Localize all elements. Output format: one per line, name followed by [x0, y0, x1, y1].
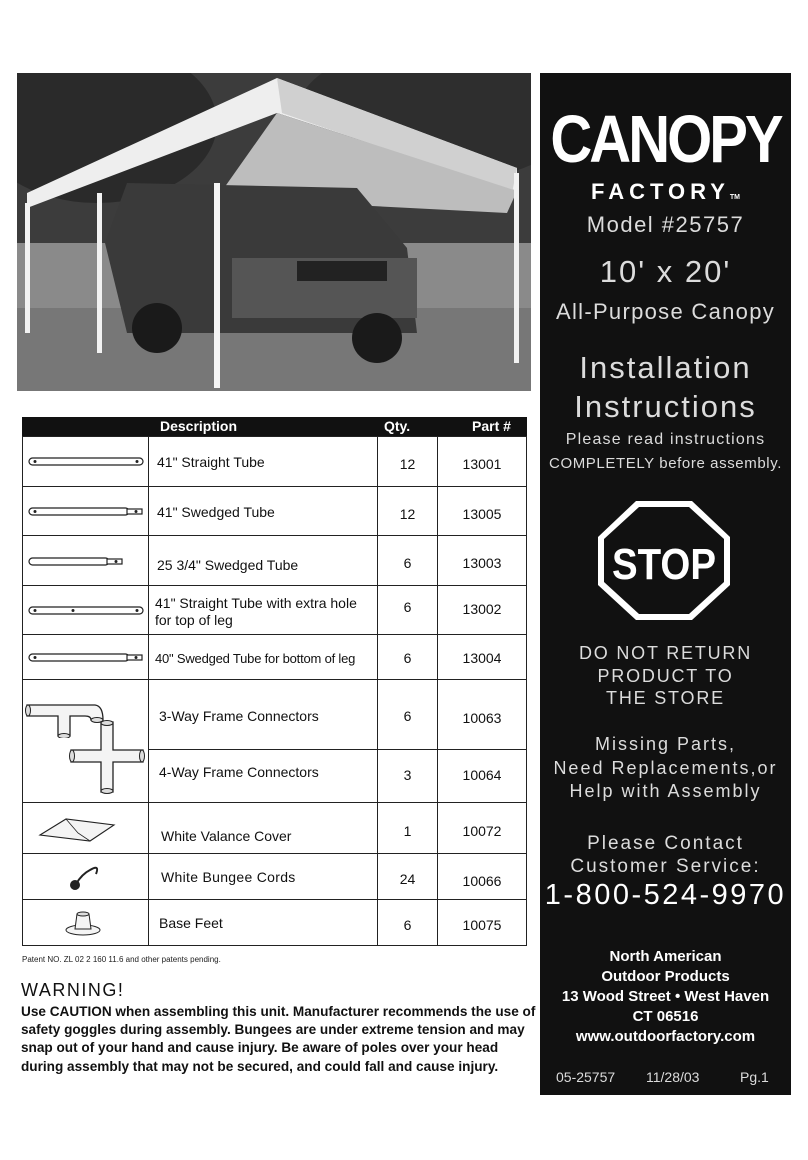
- document-date: 11/28/03: [646, 1069, 700, 1085]
- table-row-image: [22, 853, 149, 900]
- straight-tube-icon: [28, 457, 144, 467]
- table-row-image: [22, 899, 149, 946]
- part-cell: [437, 486, 527, 536]
- table-row-image: [22, 535, 149, 586]
- row-description-line1: 41" Straight Tube with extra hole: [155, 595, 357, 611]
- qty-cell: [377, 899, 438, 946]
- table-row: [148, 899, 378, 946]
- table-row-image: [22, 634, 149, 680]
- missing-line3: Help with Assembly: [569, 781, 762, 801]
- row-qty: 6: [403, 917, 412, 933]
- table-row: [148, 486, 378, 536]
- short-swedged-tube-icon: [28, 557, 128, 567]
- part-cell: [437, 436, 527, 487]
- table-row-image: [22, 486, 149, 536]
- table-row-image: [22, 802, 149, 854]
- part-cell: [437, 535, 527, 586]
- model-number: Model #25757: [586, 212, 745, 237]
- trademark: TM: [729, 194, 740, 201]
- row-part: 13001: [462, 456, 502, 472]
- part-cell: [437, 585, 527, 635]
- row-qty: 6: [403, 599, 412, 615]
- part-cell: [437, 634, 527, 680]
- patent-note: Patent NO. ZL 02 2 160 11.6 and other patents pending.: [22, 955, 221, 964]
- company-state: CT 06516: [632, 1008, 699, 1025]
- page-number: Pg.1: [740, 1069, 769, 1085]
- qty-cell: [377, 634, 438, 680]
- row-description: 41" Straight Tube: [157, 454, 265, 470]
- missing-line1: Missing Parts,: [594, 734, 737, 754]
- document-number: 05-25757: [556, 1069, 616, 1085]
- row-qty: 12: [399, 456, 416, 472]
- phone-number[interactable]: 1-800-524-9970: [544, 879, 787, 911]
- canopy-over-truck-photo: [17, 73, 531, 391]
- table-row-image: [22, 436, 149, 487]
- valance-cover-icon: [38, 815, 118, 843]
- table-row: [148, 749, 378, 803]
- warning-body: Use CAUTION when assembling this unit. Manufacturer recommends the use of safety goggles during assembly. Bungees are under extreme tension and may snap out of your hand and cause injury. Be aware of poles over your head during assembly that may not be secured, and could fall and cause injury.: [21, 1004, 536, 1074]
- canopy-size: 10' x 20': [599, 254, 732, 289]
- table-row: [148, 853, 378, 900]
- row-part: 10075: [462, 917, 502, 933]
- brand-logo: CANOPY: [550, 102, 781, 177]
- table-row: [148, 802, 378, 854]
- missing-line2: Need Replacements,or: [553, 758, 778, 778]
- stop-sign-icon: [596, 499, 732, 622]
- row-part: 13005: [462, 506, 502, 522]
- row-description: Base Feet: [159, 915, 223, 931]
- company-name-line2: Outdoor Products: [601, 968, 730, 985]
- row-qty: 3: [403, 767, 412, 783]
- brand-sub-text: FACTORY: [590, 179, 730, 204]
- row-qty: 6: [403, 650, 412, 666]
- company-street: 13 Wood Street • West Haven: [561, 988, 770, 1005]
- base-foot-icon: [63, 908, 103, 938]
- table-row: [148, 535, 378, 586]
- qty-cell: [377, 535, 438, 586]
- stop-text: STOP: [612, 540, 716, 589]
- read-note-line2: COMPLETELY before assembly.: [549, 455, 782, 472]
- part-cell: [437, 899, 527, 946]
- row-description: 4-Way Frame Connectors: [159, 764, 319, 780]
- do-not-return-line1: DO NOT RETURN: [578, 643, 753, 663]
- contact-line1: Please Contact: [587, 833, 744, 854]
- qty-cell: [377, 749, 438, 803]
- product-type: All-Purpose Canopy: [555, 299, 776, 324]
- row-description-line2: for top of leg: [155, 612, 233, 628]
- swedged-tube-icon: [28, 507, 144, 517]
- bottom-leg-tube-icon: [28, 653, 144, 663]
- row-description: 25 3/4" Swedged Tube: [157, 557, 299, 573]
- row-part: 10072: [462, 823, 502, 839]
- row-part: 13004: [462, 650, 502, 666]
- table-row: [148, 634, 378, 680]
- qty-cell: [377, 585, 438, 635]
- row-description: 3-Way Frame Connectors: [159, 708, 319, 724]
- qty-cell: [377, 436, 438, 487]
- row-description: 41" Swedged Tube: [157, 504, 275, 520]
- table-row: [148, 679, 378, 750]
- row-qty: 24: [399, 871, 416, 887]
- header-part: Part #: [472, 418, 511, 434]
- warning-title: WARNING!: [21, 980, 125, 1000]
- table-row-image: [22, 679, 149, 803]
- row-description: 40" Swedged Tube for bottom of leg: [155, 651, 356, 666]
- qty-cell: [377, 853, 438, 900]
- row-qty: 6: [403, 555, 412, 571]
- row-description: White Valance Cover: [161, 828, 292, 844]
- header-qty: Qty.: [384, 418, 411, 434]
- row-part: 10064: [462, 767, 502, 783]
- table-row-image: [22, 585, 149, 635]
- header-description: Description: [160, 418, 238, 434]
- part-cell: [437, 802, 527, 854]
- row-part: 10066: [462, 873, 502, 889]
- row-part: 13002: [462, 601, 502, 617]
- bungee-cord-icon: [68, 864, 102, 892]
- part-cell: [437, 749, 527, 803]
- row-qty: 6: [403, 708, 412, 724]
- row-qty: 12: [399, 506, 416, 522]
- heading-line2: Instructions: [574, 389, 757, 424]
- row-part: 10063: [462, 710, 502, 726]
- table-row: [148, 585, 378, 635]
- part-cell: [437, 853, 527, 900]
- four-way-connector-icon: [67, 720, 147, 796]
- heading-line1: Installation: [579, 350, 752, 385]
- product-photo: [17, 73, 531, 391]
- table-header: [22, 417, 527, 436]
- brand-sub: [540, 179, 791, 205]
- part-cell: [437, 679, 527, 750]
- contact-line2: Customer Service:: [570, 856, 761, 877]
- info-panel: [540, 73, 791, 1095]
- do-not-return-line3: THE STORE: [606, 688, 725, 708]
- table-row: [148, 436, 378, 487]
- qty-cell: [377, 679, 438, 750]
- row-part: 13003: [462, 555, 502, 571]
- do-not-return-line2: PRODUCT TO: [597, 666, 734, 686]
- row-qty: 1: [403, 823, 412, 839]
- qty-cell: [377, 802, 438, 854]
- read-note-line1: Please read instructions: [565, 431, 766, 448]
- straight-tube-extra-hole-icon: [28, 606, 144, 616]
- qty-cell: [377, 486, 438, 536]
- company-name-line1: North American: [609, 948, 722, 965]
- row-description: White Bungee Cords: [161, 869, 296, 885]
- company-website[interactable]: www.outdoorfactory.com: [575, 1028, 756, 1045]
